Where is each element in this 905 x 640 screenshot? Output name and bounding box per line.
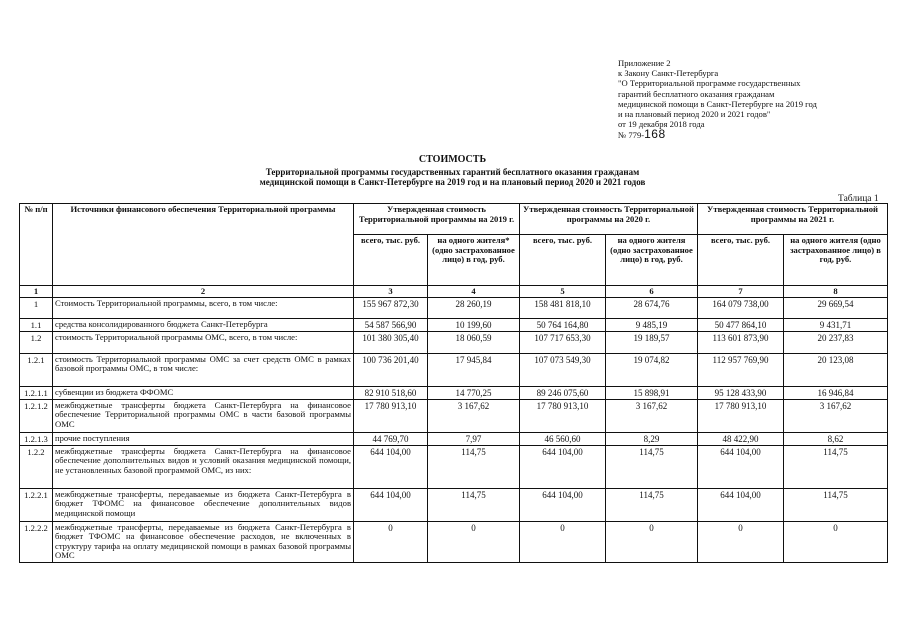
law-number <box>618 129 888 140</box>
row-code: 1.1 <box>20 319 53 332</box>
header-per-capita-2021: на одного жителя (одно застрахованное лицо) в год, руб. <box>784 235 888 286</box>
header-source: Источники финансового обеспечения Территориальной программы <box>53 204 354 286</box>
table-row <box>20 400 888 433</box>
table-row <box>20 387 888 400</box>
appendix-line: к Закону Санкт-Петербурга <box>618 68 719 79</box>
title-heading: СТОИМОСТЬ <box>418 154 487 165</box>
value-per-capita-2019: 3 167,62 <box>428 400 520 433</box>
table-row <box>20 298 888 319</box>
value-total-2020: 107 717 653,30 <box>520 332 606 354</box>
value-total-2019: 82 910 518,60 <box>354 387 428 400</box>
row-code: 1.2.1.3 <box>20 433 53 446</box>
row-source-name: стоимость Территориальной программы ОМС за счет средств ОМС в рамках базовой программы ОМС, в том числе: <box>53 354 354 387</box>
value-total-2020: 89 246 075,60 <box>520 387 606 400</box>
value-per-capita-2021: 0 <box>784 522 888 563</box>
row-code: 1.2.2 <box>20 446 53 489</box>
value-per-capita-2019: 114,75 <box>428 446 520 489</box>
row-source-name: Стоимость Территориальной программы, всего, в том числе: <box>53 298 354 319</box>
value-total-2019: 155 967 872,30 <box>354 298 428 319</box>
appendix-line: от 19 декабря 2018 года <box>618 119 705 130</box>
row-code: 1 <box>20 298 53 319</box>
column-number: 2 <box>53 286 354 298</box>
title-line: медицинской помощи в Санкт-Петербурге на 2019 год и на плановый период 2020 и 2021 годов <box>259 177 646 187</box>
row-code: 1.2.2.1 <box>20 489 53 522</box>
value-total-2020: 17 780 913,10 <box>520 400 606 433</box>
table-body <box>20 298 888 563</box>
table-row <box>20 446 888 489</box>
value-per-capita-2019: 114,75 <box>428 489 520 522</box>
table-row <box>20 332 888 354</box>
value-per-capita-2020: 3 167,62 <box>606 400 698 433</box>
value-total-2020: 644 104,00 <box>520 446 606 489</box>
header-per-capita-2019: на одного жителя* (одно застрахованное лицо) в год, руб. <box>428 235 520 286</box>
value-total-2019: 644 104,00 <box>354 446 428 489</box>
table-label: Таблица 1 <box>838 194 879 204</box>
value-total-2021: 644 104,00 <box>698 489 784 522</box>
appendix-line: "О Территориальной программе государственных <box>618 78 801 89</box>
table-row <box>20 319 888 332</box>
value-total-2019: 100 736 201,40 <box>354 354 428 387</box>
value-total-2021: 112 957 769,90 <box>698 354 784 387</box>
row-source-name: стоимость Территориальной программы ОМС, всего, в том числе: <box>53 332 354 354</box>
value-total-2020: 644 104,00 <box>520 489 606 522</box>
value-per-capita-2019: 10 199,60 <box>428 319 520 332</box>
value-total-2021: 48 422,90 <box>698 433 784 446</box>
value-per-capita-2021: 8,62 <box>784 433 888 446</box>
value-per-capita-2019: 7,97 <box>428 433 520 446</box>
value-total-2021: 164 079 738,00 <box>698 298 784 319</box>
column-number: 1 <box>20 286 53 298</box>
value-per-capita-2021: 114,75 <box>784 446 888 489</box>
row-source-name: межбюджетные трансферты бюджета Санкт-Петербурга на финансовое обеспечение дополнительных видов и условий оказания медицинской помощи, не установленных базовой программой ОМС, из них: <box>53 446 354 489</box>
value-per-capita-2021: 3 167,62 <box>784 400 888 433</box>
header-total-2019: всего, тыс. руб. <box>354 235 428 286</box>
row-code: 1.2.2.2 <box>20 522 53 563</box>
header-total-2020: всего, тыс. руб. <box>520 235 606 286</box>
header-2019: Утвержденная стоимость Территориальной программы на 2019 г. <box>354 204 520 235</box>
appendix-line: медицинской помощи в Санкт-Петербурге на 2019 год <box>618 98 817 109</box>
value-per-capita-2021: 9 431,71 <box>784 319 888 332</box>
table-row <box>20 522 888 563</box>
value-per-capita-2019: 18 060,59 <box>428 332 520 354</box>
value-total-2019: 101 380 305,40 <box>354 332 428 354</box>
value-total-2020: 46 560,60 <box>520 433 606 446</box>
value-per-capita-2019: 0 <box>428 522 520 563</box>
value-total-2019: 644 104,00 <box>354 489 428 522</box>
row-source-name: средства консолидированного бюджета Санкт-Петербурга <box>53 319 354 332</box>
row-code: 1.2 <box>20 332 53 354</box>
header-per-capita-2020: на одного жителя (одно застрахованное лицо) в год, руб. <box>606 235 698 286</box>
appendix-line: гарантий бесплатного оказания гражданам <box>618 88 775 99</box>
value-per-capita-2020: 15 898,91 <box>606 387 698 400</box>
value-per-capita-2020: 114,75 <box>606 489 698 522</box>
row-source-name: межбюджетные трансферты, передаваемые из бюджета Санкт-Петербурга в бюджет ТФОМС на финансовое обеспечение расходов, не включенных в структуру тарифа на оплату медицинской помощи в рамках базовой программы ОМС <box>53 522 354 563</box>
column-number: 3 <box>354 286 428 298</box>
law-number-handwritten: 168 <box>644 127 666 142</box>
value-total-2020: 107 073 549,30 <box>520 354 606 387</box>
column-number: 7 <box>698 286 784 298</box>
column-number: 4 <box>428 286 520 298</box>
value-per-capita-2021: 20 123,08 <box>784 354 888 387</box>
table-row <box>20 433 888 446</box>
column-number: 8 <box>784 286 888 298</box>
value-per-capita-2019: 14 770,25 <box>428 387 520 400</box>
value-per-capita-2020: 19 189,57 <box>606 332 698 354</box>
value-total-2019: 17 780 913,10 <box>354 400 428 433</box>
table-row <box>20 354 888 387</box>
row-source-name: субвенции из бюджета ФФОМС <box>53 387 354 400</box>
column-number: 5 <box>520 286 606 298</box>
value-total-2021: 0 <box>698 522 784 563</box>
value-per-capita-2021: 29 669,54 <box>784 298 888 319</box>
header-num: № п/п <box>20 204 53 286</box>
value-total-2019: 44 769,70 <box>354 433 428 446</box>
value-total-2019: 0 <box>354 522 428 563</box>
value-per-capita-2019: 17 945,84 <box>428 354 520 387</box>
appendix-block <box>618 58 888 141</box>
law-number-prefix: № 779- <box>618 130 645 141</box>
header-2020: Утвержденная стоимость Территориальной программы на 2020 г. <box>520 204 698 235</box>
value-per-capita-2021: 16 946,84 <box>784 387 888 400</box>
appendix-line: и на плановый период 2020 и 2021 годов" <box>618 109 771 120</box>
row-source-name: межбюджетные трансферты, передаваемые из бюджета Санкт-Петербурга в бюджет ТФОМС на финансовое обеспечение дополнительных видов медицинской помощи <box>53 489 354 522</box>
value-total-2021: 17 780 913,10 <box>698 400 784 433</box>
value-total-2020: 0 <box>520 522 606 563</box>
table-row <box>20 489 888 522</box>
value-per-capita-2021: 114,75 <box>784 489 888 522</box>
column-number-row <box>20 286 888 298</box>
value-per-capita-2020: 114,75 <box>606 446 698 489</box>
value-per-capita-2020: 8,29 <box>606 433 698 446</box>
value-total-2019: 54 587 566,90 <box>354 319 428 332</box>
row-code: 1.2.1.2 <box>20 400 53 433</box>
row-source-name: прочие поступления <box>53 433 354 446</box>
value-total-2020: 158 481 818,10 <box>520 298 606 319</box>
value-total-2021: 644 104,00 <box>698 446 784 489</box>
appendix-line: Приложение 2 <box>618 58 671 68</box>
value-per-capita-2020: 9 485,19 <box>606 319 698 332</box>
header-total-2021: всего, тыс. руб. <box>698 235 784 286</box>
document-title <box>150 155 755 188</box>
header-2021: Утвержденная стоимость Территориальной программы на 2021 г. <box>698 204 888 235</box>
row-source-name: межбюджетные трансферты бюджета Санкт-Петербурга на финансовое обеспечение Территориальной программы ОМС в части базовой программы ОМС <box>53 400 354 433</box>
cost-table <box>19 203 888 563</box>
value-total-2021: 95 128 433,90 <box>698 387 784 400</box>
column-number: 6 <box>606 286 698 298</box>
value-total-2020: 50 764 164,80 <box>520 319 606 332</box>
value-per-capita-2019: 28 260,19 <box>428 298 520 319</box>
value-total-2021: 50 477 864,10 <box>698 319 784 332</box>
row-code: 1.2.1 <box>20 354 53 387</box>
value-total-2021: 113 601 873,90 <box>698 332 784 354</box>
value-per-capita-2020: 0 <box>606 522 698 563</box>
value-per-capita-2020: 28 674,76 <box>606 298 698 319</box>
value-per-capita-2020: 19 074,82 <box>606 354 698 387</box>
title-line: Территориальной программы государственных гарантий бесплатного оказания гражданам <box>265 166 640 177</box>
value-per-capita-2021: 20 237,83 <box>784 332 888 354</box>
row-code: 1.2.1.1 <box>20 387 53 400</box>
header-row <box>20 204 888 235</box>
